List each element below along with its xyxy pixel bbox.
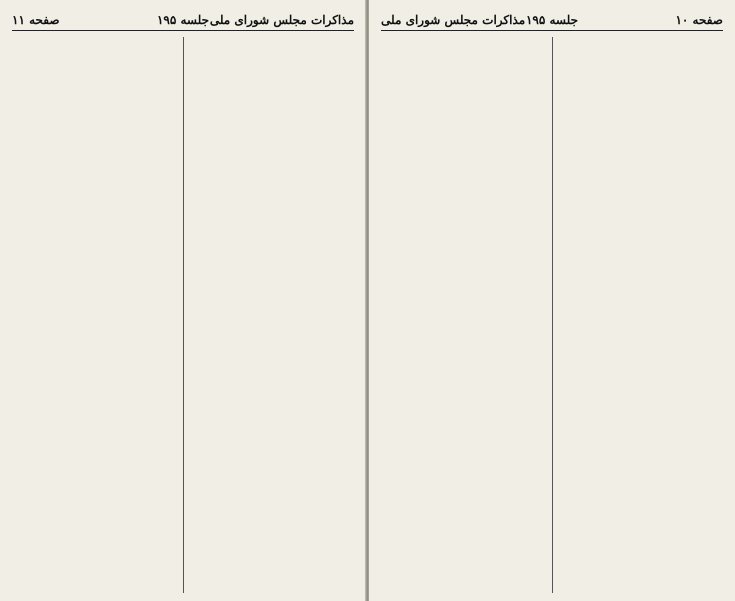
text-column xyxy=(381,37,552,593)
left-page-columns xyxy=(12,37,354,593)
right-page xyxy=(369,0,735,601)
text-column xyxy=(12,37,183,593)
right-page-columns xyxy=(381,37,723,593)
journal-title: مذاکرات مجلس شورای ملی xyxy=(209,13,354,27)
page-number: صفحه ۱۰ xyxy=(675,13,723,27)
text-column xyxy=(553,37,724,593)
text-column xyxy=(184,37,355,593)
session-number: جلسه ۱۹۵ xyxy=(156,13,210,27)
page-number: صفحه ۱۱ xyxy=(12,13,60,27)
running-header-left xyxy=(12,12,354,31)
column-divider xyxy=(183,37,184,593)
journal-title: مذاکرات مجلس شورای ملی xyxy=(381,13,526,27)
column-divider xyxy=(552,37,553,593)
session-number: جلسه ۱۹۵ xyxy=(525,13,579,27)
left-page xyxy=(0,0,366,601)
running-header-right xyxy=(381,12,723,31)
